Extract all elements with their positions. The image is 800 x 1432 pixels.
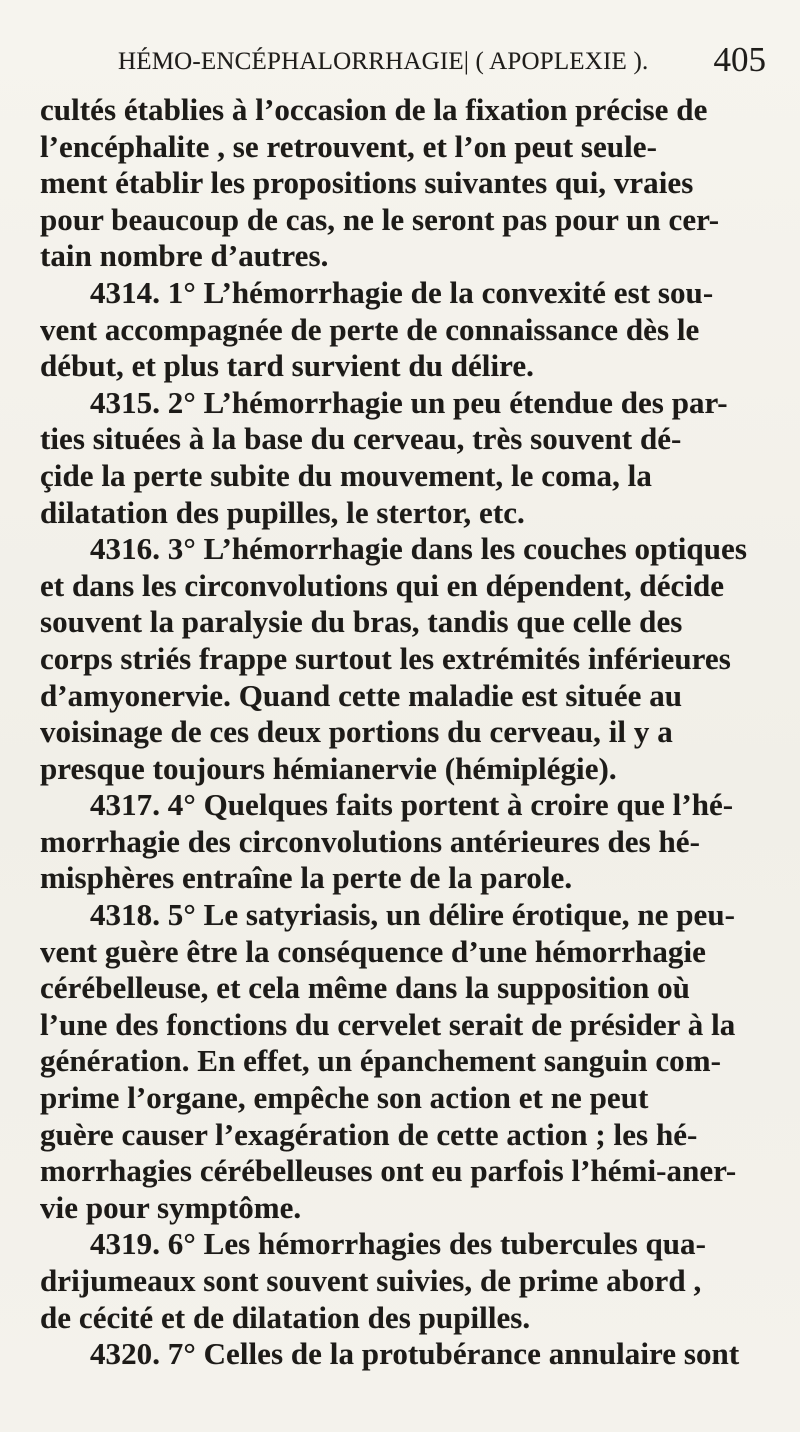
text-line: presque toujours hémianervie (hémiplégie). — [40, 750, 617, 786]
text-line: cultés établies à l’occasion de la fixation précise de — [40, 92, 708, 127]
page-body-text — [40, 92, 788, 1373]
text-line: morrhagies cérébelleuses ont eu parfois l’hémi-aner- — [40, 1153, 737, 1189]
paragraph-start-line: 4318. 5° Le satyriasis, un délire érotique, ne peu- — [90, 897, 735, 933]
text-line: ties situées à la base du cerveau, très souvent dé- — [40, 421, 682, 457]
paragraph-start-line: 4314. 1° L’hémorrhagie de la convexité est sou- — [90, 274, 714, 310]
text-line: d’amyonervie. Quand cette maladie est située au — [40, 677, 683, 713]
text-line: vie pour symptôme. — [40, 1189, 302, 1225]
text-line: tain nombre d’autres. — [40, 238, 329, 274]
text-line: l’encéphalite , se retrouvent, et l’on peut seule- — [40, 128, 657, 164]
text-line: guère causer l’exagération de cette action ; les hé- — [40, 1116, 698, 1152]
text-line: l’une des fonctions du cervelet serait de présider à la — [40, 1006, 736, 1042]
text-line: misphères entraîne la perte de la parole. — [40, 860, 573, 896]
text-line: corps striés frappe surtout les extrémités inférieures — [40, 640, 731, 676]
text-line: morrhagie des circonvolutions antérieures des hé- — [40, 823, 700, 859]
text-line: prime l’organe, empêche son action et ne peut — [40, 1080, 649, 1116]
page-number: 405 — [713, 40, 766, 79]
text-line: voisinage de ces deux portions du cerveau, il y a — [40, 714, 673, 750]
paragraph-start-line: 4317. 4° Quelques faits portent à croire que l’hé- — [90, 787, 734, 823]
text-line: souvent la paralysie du bras, tandis que celle des — [40, 604, 683, 640]
text-line: début, et plus tard survient du délire. — [40, 348, 534, 384]
paragraph-start-line: 4316. 3° L’hémorrhagie dans les couches optiques — [90, 531, 747, 567]
paragraph-start-line: 4320. 7° Celles de la protubérance annulaire sont — [90, 1336, 740, 1372]
text-line: cérébelleuse, et cela même dans la supposition où — [40, 970, 690, 1006]
text-line: génération. En effet, un épanchement sanguin com- — [40, 1043, 721, 1079]
page-header — [118, 42, 766, 90]
text-line: vent guère être la conséquence d’une hémorrhagie — [40, 933, 706, 969]
paragraph-start-line: 4319. 6° Les hémorrhagies des tubercules qua- — [90, 1226, 706, 1262]
text-line: drijumeaux sont souvent suivies, de prime abord , — [40, 1263, 702, 1298]
text-line: vent accompagnée de perte de connaissance dès le — [40, 311, 700, 347]
text-line: pour beaucoup de cas, ne le seront pas pour un cer- — [40, 201, 720, 237]
running-title: HÉMO-ENCÉPHALORRHAGIE| ( APOPLEXIE ). — [118, 48, 649, 75]
text-line: ment établir les propositions suivantes qui, vraies — [40, 165, 694, 201]
paragraph-start-line: 4315. 2° L’hémorrhagie un peu étendue des par- — [90, 384, 728, 420]
text-line: et dans les circonvolutions qui en dépendent, décide — [40, 567, 725, 603]
text-line: çide la perte subite du mouvement, le coma, la — [40, 457, 652, 493]
text-line: de cécité et de dilatation des pupilles. — [40, 1299, 531, 1335]
text-line: dilatation des pupilles, le stertor, etc. — [40, 494, 525, 530]
